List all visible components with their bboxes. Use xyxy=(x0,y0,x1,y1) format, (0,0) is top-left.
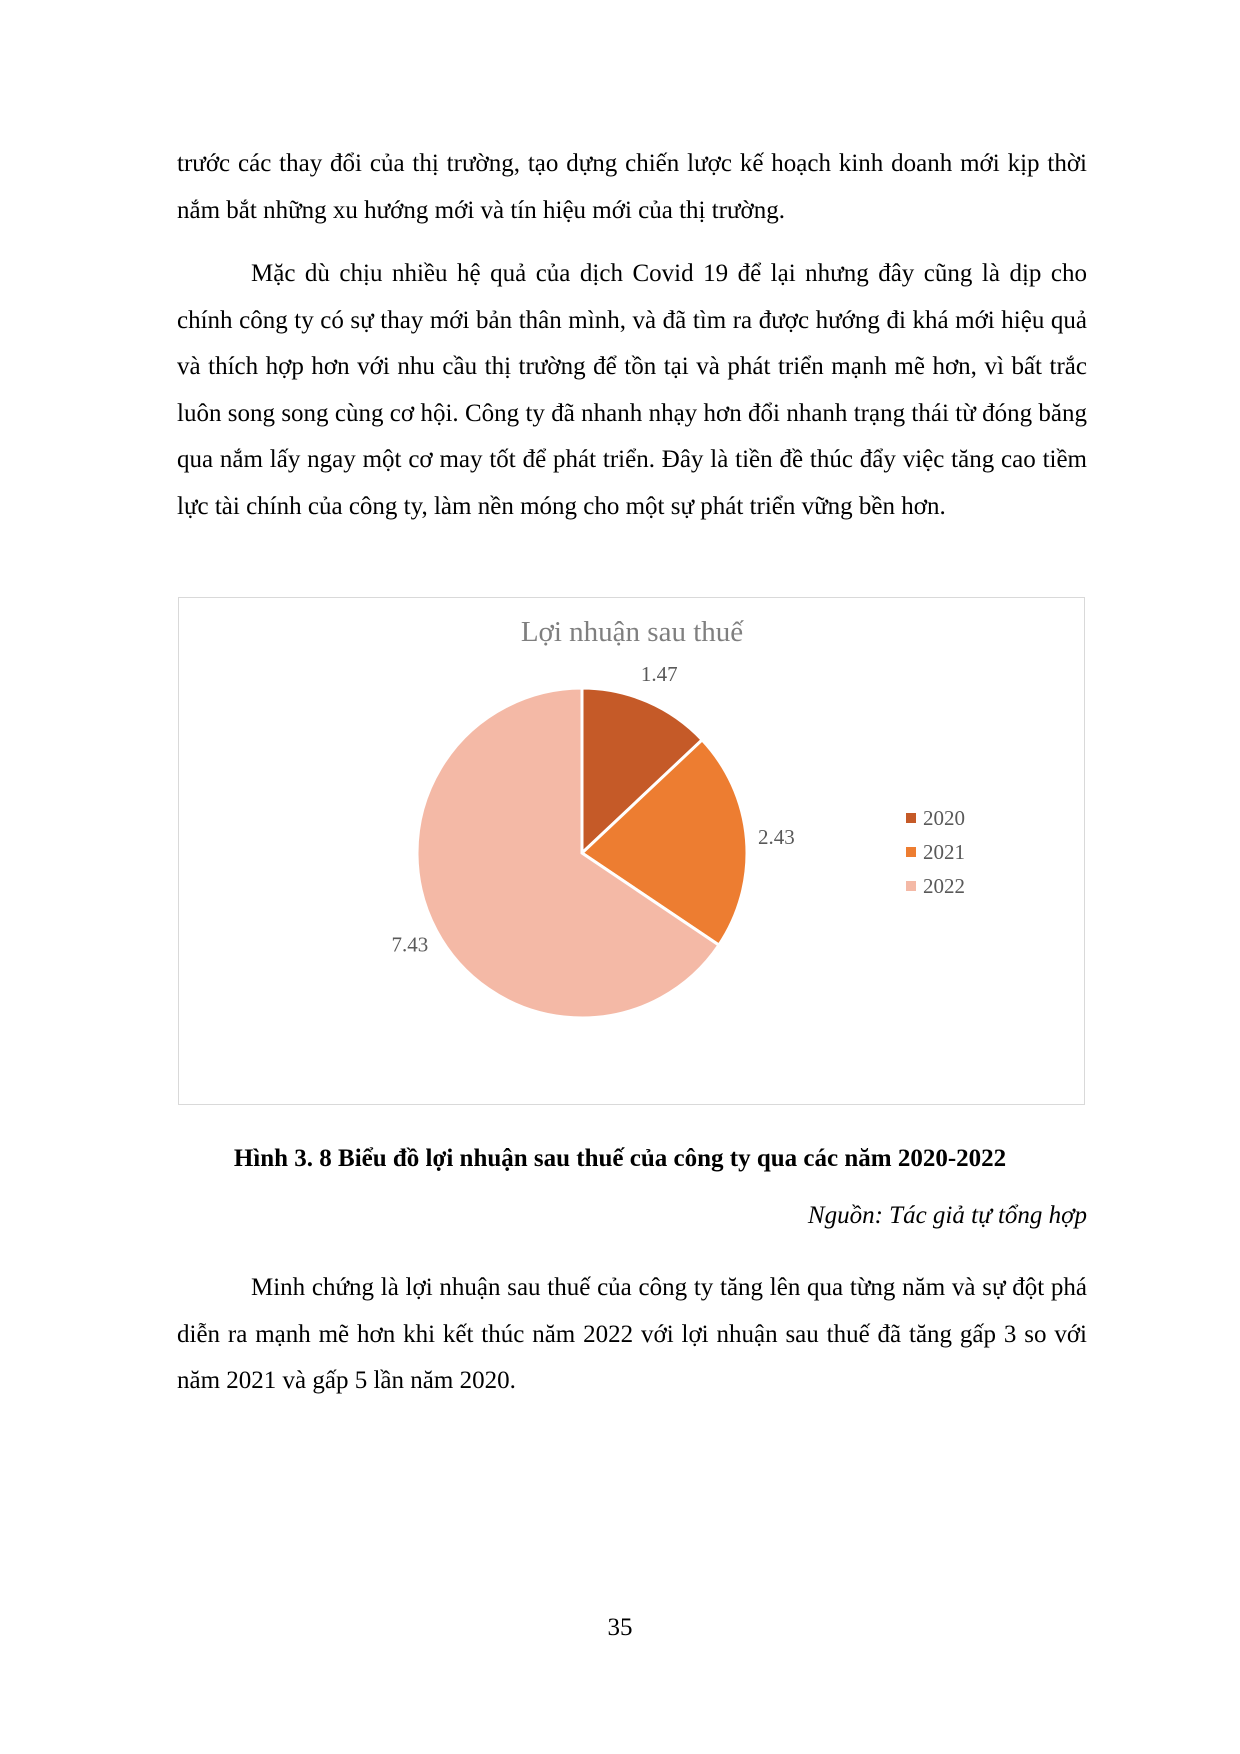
pie-chart xyxy=(179,598,1086,1106)
legend-swatch-2021 xyxy=(906,847,916,857)
legend-swatch-2022 xyxy=(906,881,916,891)
legend-label-2021: 2021 xyxy=(923,840,965,864)
data-label-2020: 1.47 xyxy=(640,661,678,686)
legend-label-2022: 2022 xyxy=(923,874,965,898)
page-number: 35 xyxy=(607,1614,633,1641)
pie-chart-container xyxy=(178,597,1085,1105)
legend-swatch-2020 xyxy=(906,813,916,823)
data-label-2022: 7.43 xyxy=(391,932,429,957)
figure-source: Nguồn: Tác giả tự tổng hợp xyxy=(807,1202,1087,1229)
chart-title: Lợi nhuận sau thuế xyxy=(520,616,744,648)
paragraph-intro: trước các thay đổi của thị trường, tạo dựng chiến lược kế hoạch kinh doanh mới kịp thời nắm bắt những xu hướng mới và tín hiệu mới của thị trường. xyxy=(177,150,1087,224)
paragraph-covid-impact: Mặc dù chịu nhiều hệ quả của dịch Covid 19 để lại nhưng đây cũng là dịp cho chính công ty có sự thay mới bản thân mình, và đã tìm ra được hướng đi khá mới hiệu quả và thích hợp hơn với nhu cầu thị trường để tồn tại và phát triển mạnh mẽ hơn, vì bất trắc luôn song song cùng cơ hội. Công ty đã nhanh nhạy hơn đổi nhanh trạng thái từ đóng băng qua nắm lấy ngay một cơ may tốt để phát triển. Đây là tiền đề thúc đẩy việc tăng cao tiềm lực tài chính của công ty, làm nền móng cho một sự phát triển vững bền hơn. xyxy=(177,260,1087,520)
data-label-2021: 2.43 xyxy=(757,825,795,850)
legend-label-2020: 2020 xyxy=(923,806,965,830)
figure-caption: Hình 3. 8 Biểu đồ lợi nhuận sau thuế của công ty qua các năm 2020-2022 xyxy=(233,1145,1007,1172)
paragraph-conclusion: Minh chứng là lợi nhuận sau thuế của công ty tăng lên qua từng năm và sự đột phá diễn ra mạnh mẽ hơn khi kết thúc năm 2022 với lợi nhuận sau thuế đã tăng gấp 3 so với năm 2021 và gấp 5 lần năm 2020. xyxy=(177,1274,1087,1394)
